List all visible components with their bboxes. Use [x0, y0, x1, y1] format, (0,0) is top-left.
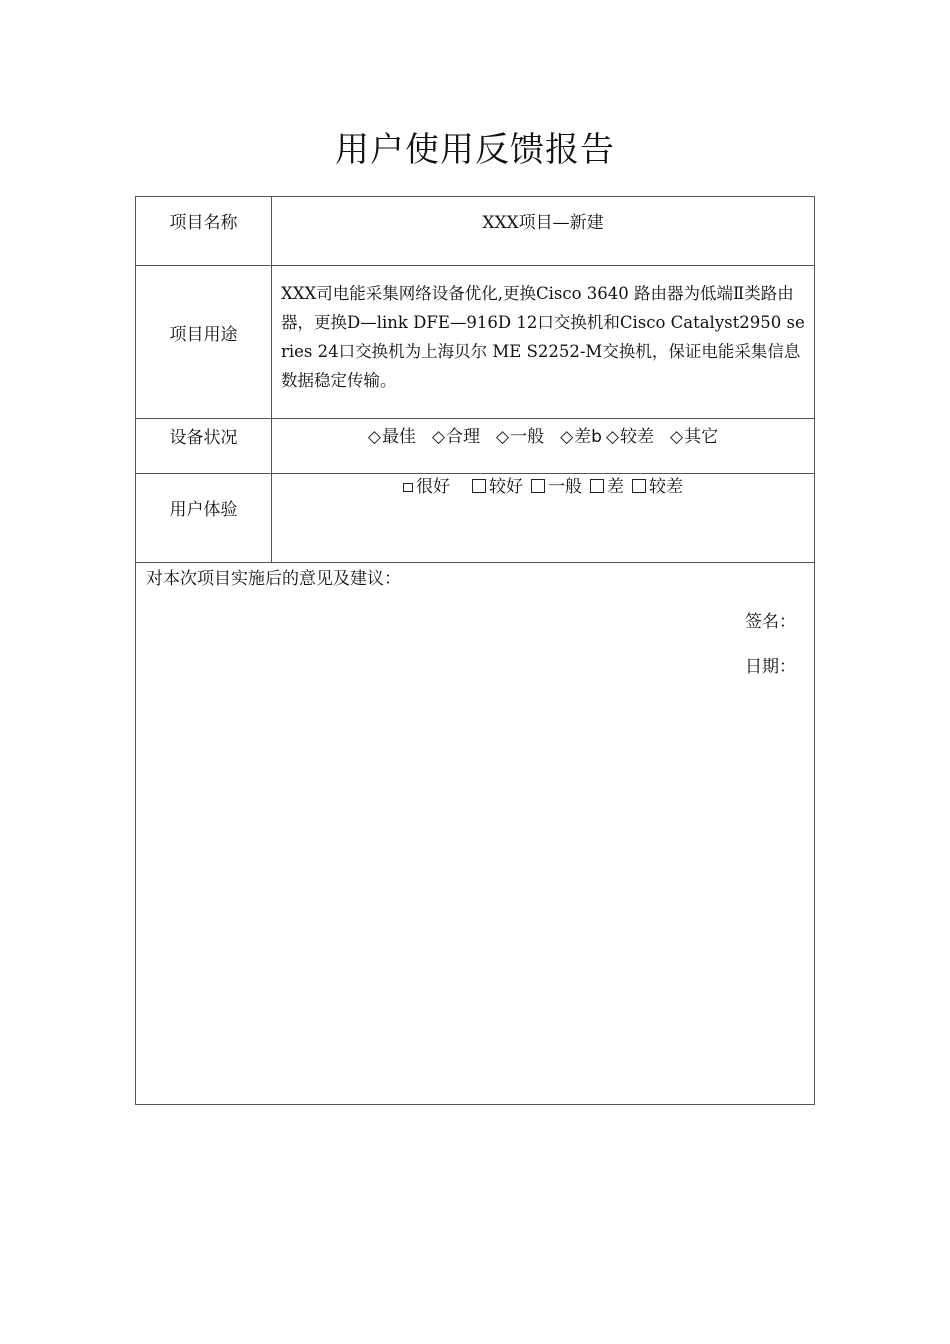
user-experience-option[interactable]	[531, 476, 582, 498]
diamond-icon: ◇	[431, 427, 446, 447]
page-title: 用户使用反馈报告	[335, 130, 615, 170]
user-experience-label: 用户体验	[169, 500, 238, 520]
checkbox-icon[interactable]	[632, 479, 646, 493]
diamond-icon: ◇	[670, 427, 684, 447]
user-experience-option[interactable]	[472, 476, 523, 498]
option-label: 其它	[684, 427, 719, 447]
device-status-option[interactable]	[432, 426, 480, 448]
option-label: 很好	[416, 477, 450, 497]
user-experience-option[interactable]	[632, 476, 683, 498]
user-experience-options	[272, 476, 814, 498]
device-status-option[interactable]	[670, 426, 718, 448]
option-label: 最佳	[381, 427, 416, 447]
device-status-option[interactable]	[606, 426, 654, 448]
checkbox-icon[interactable]	[403, 483, 413, 492]
option-label: 较差	[620, 427, 655, 447]
checkbox-icon[interactable]	[472, 479, 486, 493]
checkbox-icon[interactable]	[590, 479, 604, 493]
date-label: 日期：	[745, 657, 796, 677]
diamond-icon: ◇	[367, 427, 381, 447]
option-label: 一般	[548, 477, 582, 497]
row-divider	[136, 562, 814, 563]
device-status-label: 设备状况	[169, 428, 238, 448]
row-divider	[136, 265, 814, 266]
device-status-option[interactable]	[560, 426, 602, 448]
row-divider	[136, 418, 814, 419]
project-purpose-value: XXX司电能采集网络设备优化,更换Cisco 3640 路由器为低端Ⅱ类路由器，更换D—link DFE—916D 12口交换机和Cisco Catalyst2950 series 24口交换机为上海贝尔 ME S2252-M交换机，保证电能采集信息数据稳定传输。	[281, 284, 805, 390]
device-status-option[interactable]	[368, 426, 416, 448]
diamond-icon: ◇	[605, 427, 620, 447]
feedback-label: 对本次项目实施后的意见及建议：	[146, 569, 401, 589]
diamond-icon: ◇	[496, 427, 510, 447]
user-experience-option[interactable]	[590, 476, 624, 498]
feedback-form	[135, 196, 815, 1105]
device-status-option[interactable]	[496, 426, 544, 448]
project-name-label: 项目名称	[169, 213, 238, 233]
diamond-icon: ◇	[560, 427, 574, 447]
signature-label: 签名：	[745, 612, 796, 632]
column-divider	[271, 197, 272, 563]
project-name-value: XXX项目—新建	[482, 213, 604, 233]
option-label: 差b	[574, 427, 602, 447]
option-label: 合理	[446, 427, 481, 447]
option-label: 差	[607, 477, 624, 497]
option-label: 一般	[510, 427, 545, 447]
project-purpose-label: 项目用途	[169, 325, 238, 345]
device-status-options	[272, 426, 814, 448]
checkbox-icon[interactable]	[531, 479, 545, 493]
user-experience-option[interactable]	[403, 476, 450, 498]
row-divider	[136, 473, 814, 474]
option-label: 较好	[489, 477, 523, 497]
option-label: 较差	[649, 477, 683, 497]
